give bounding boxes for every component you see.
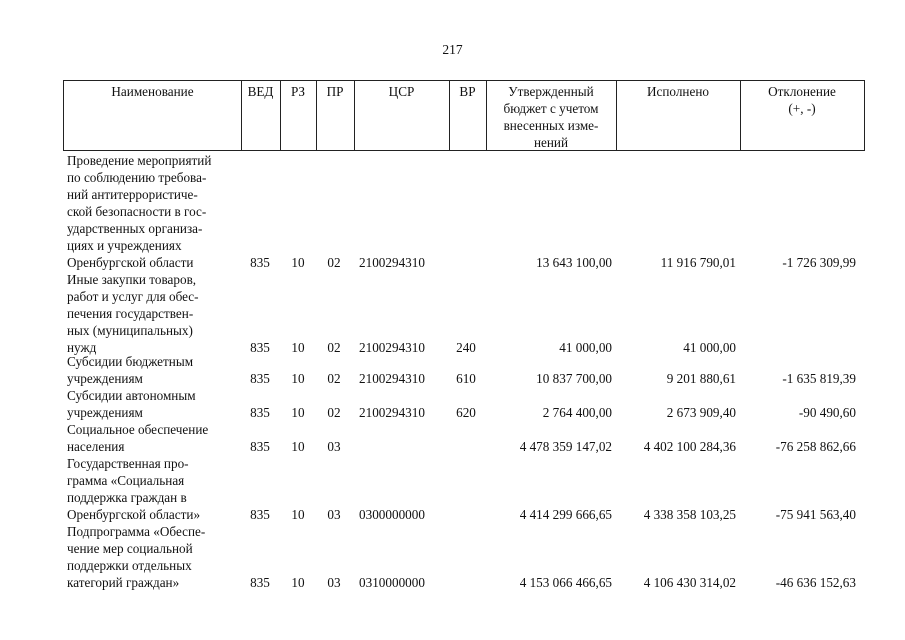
- row-name-line: Иные закупки товаров,: [67, 272, 197, 287]
- cell-rz: 10: [291, 405, 305, 420]
- cell-ved: 835: [250, 405, 270, 420]
- cell-vr: 240: [456, 340, 476, 355]
- cell-csr: 2100294310: [359, 405, 425, 420]
- header-budget-line: нений: [533, 135, 569, 150]
- row-name-line: поддержка граждан в: [67, 490, 187, 505]
- page-number: 217: [442, 42, 463, 57]
- cell-budget: 41 000,00: [559, 340, 612, 355]
- cell-csr: 0300000000: [359, 507, 425, 522]
- cell-done: 4 106 430 314,02: [643, 575, 736, 590]
- header-rz: РЗ: [290, 84, 306, 99]
- row-name-line: нужд: [67, 340, 97, 355]
- row-name-line: грамма «Социальная: [67, 473, 185, 488]
- row-name-line: категорий граждан»: [67, 575, 180, 590]
- header-name: Наименование: [111, 84, 194, 99]
- cell-deviation: -46 636 152,63: [775, 575, 856, 590]
- cell-rz: 10: [291, 439, 305, 454]
- cell-done: 9 201 880,61: [666, 371, 736, 386]
- header-budget-line: бюджет с учетом: [503, 101, 599, 116]
- row-name-line: учреждениям: [67, 405, 143, 420]
- row-name-line: ний антитеррористиче-: [67, 187, 198, 202]
- cell-done: 4 338 358 103,25: [643, 507, 736, 522]
- cell-pr: 03: [327, 439, 341, 454]
- cell-ved: 835: [250, 371, 270, 386]
- row-name-line: печения государствен-: [67, 306, 194, 321]
- cell-done: 4 402 100 284,36: [643, 439, 736, 454]
- cell-csr: 2100294310: [359, 340, 425, 355]
- cell-pr: 03: [327, 575, 341, 590]
- cell-budget: 4 414 299 666,65: [519, 507, 612, 522]
- cell-ved: 835: [250, 507, 270, 522]
- cell-rz: 10: [291, 507, 305, 522]
- row-name: [67, 353, 242, 387]
- cell-vr: 610: [456, 371, 476, 386]
- cell-pr: 02: [327, 371, 341, 386]
- header-budget-line: внесенных изме-: [503, 118, 599, 133]
- cell-done: 2 673 909,40: [666, 405, 736, 420]
- row-name-line: ской безопасности в гос-: [67, 204, 207, 219]
- header-budget: [486, 83, 616, 151]
- cell-deviation: -90 490,60: [798, 405, 856, 420]
- cell-pr: 02: [327, 405, 341, 420]
- cell-pr: 02: [327, 255, 341, 270]
- cell-csr: 0310000000: [359, 575, 425, 590]
- header-ved: ВЕД: [247, 84, 274, 99]
- header-csr: ЦСР: [388, 84, 415, 99]
- header-deviation-line: (+, -): [788, 101, 816, 116]
- header-done: Исполнено: [647, 84, 709, 99]
- cell-csr: 2100294310: [359, 255, 425, 270]
- cell-done: 41 000,00: [683, 340, 736, 355]
- cell-ved: 835: [250, 340, 270, 355]
- row-name: [67, 271, 242, 356]
- cell-budget: 4 153 066 466,65: [519, 575, 612, 590]
- cell-deviation: -1 635 819,39: [782, 371, 856, 386]
- row-name-line: Субсидии автономным: [67, 388, 196, 403]
- cell-deviation: -75 941 563,40: [775, 507, 856, 522]
- row-name-line: поддержки отдельных: [67, 558, 192, 573]
- row-name: [67, 387, 242, 421]
- row-name-line: ных (муниципальных): [67, 323, 193, 338]
- cell-deviation: -1 726 309,99: [782, 255, 856, 270]
- row-name-line: Оренбургской области: [67, 255, 194, 270]
- cell-done: 11 916 790,01: [660, 255, 736, 270]
- cell-csr: 2100294310: [359, 371, 425, 386]
- row-name-line: циях и учреждениях: [67, 238, 182, 253]
- row-name-line: Социальное обеспечение: [67, 422, 209, 437]
- cell-pr: 02: [327, 340, 341, 355]
- row-name-line: Субсидии бюджетным: [67, 354, 194, 369]
- cell-pr: 03: [327, 507, 341, 522]
- cell-budget: 13 643 100,00: [536, 255, 612, 270]
- row-name-line: Оренбургской области»: [67, 507, 201, 522]
- row-name-line: работ и услуг для обес-: [67, 289, 199, 304]
- row-name-line: по соблюдению требова-: [67, 170, 207, 185]
- cell-ved: 835: [250, 575, 270, 590]
- cell-budget: 4 478 359 147,02: [519, 439, 612, 454]
- row-name-line: Государственная про-: [67, 456, 189, 471]
- cell-ved: 835: [250, 439, 270, 454]
- cell-deviation: -76 258 862,66: [775, 439, 856, 454]
- row-name: [67, 152, 242, 271]
- header-pr: ПР: [326, 84, 344, 99]
- cell-ved: 835: [250, 255, 270, 270]
- header-budget-line: Утвержденный: [508, 84, 594, 99]
- cell-rz: 10: [291, 371, 305, 386]
- row-name: [67, 421, 242, 455]
- row-name-line: населения: [67, 439, 125, 454]
- cell-budget: 10 837 700,00: [536, 371, 612, 386]
- row-name-line: ударственных организа-: [67, 221, 203, 236]
- row-name: [67, 455, 242, 523]
- row-name: [67, 523, 242, 591]
- row-name-line: учреждениям: [67, 371, 143, 386]
- header-deviation-line: Отклонение: [768, 84, 836, 99]
- cell-budget: 2 764 400,00: [542, 405, 612, 420]
- row-name-line: чение мер социальной: [67, 541, 193, 556]
- row-name-line: Проведение мероприятий: [67, 153, 212, 168]
- cell-vr: 620: [456, 405, 476, 420]
- cell-rz: 10: [291, 255, 305, 270]
- cell-rz: 10: [291, 340, 305, 355]
- cell-rz: 10: [291, 575, 305, 590]
- header-vr: ВР: [459, 84, 476, 99]
- row-name-line: Подпрограмма «Обеспе-: [67, 524, 206, 539]
- header-deviation: [740, 83, 864, 117]
